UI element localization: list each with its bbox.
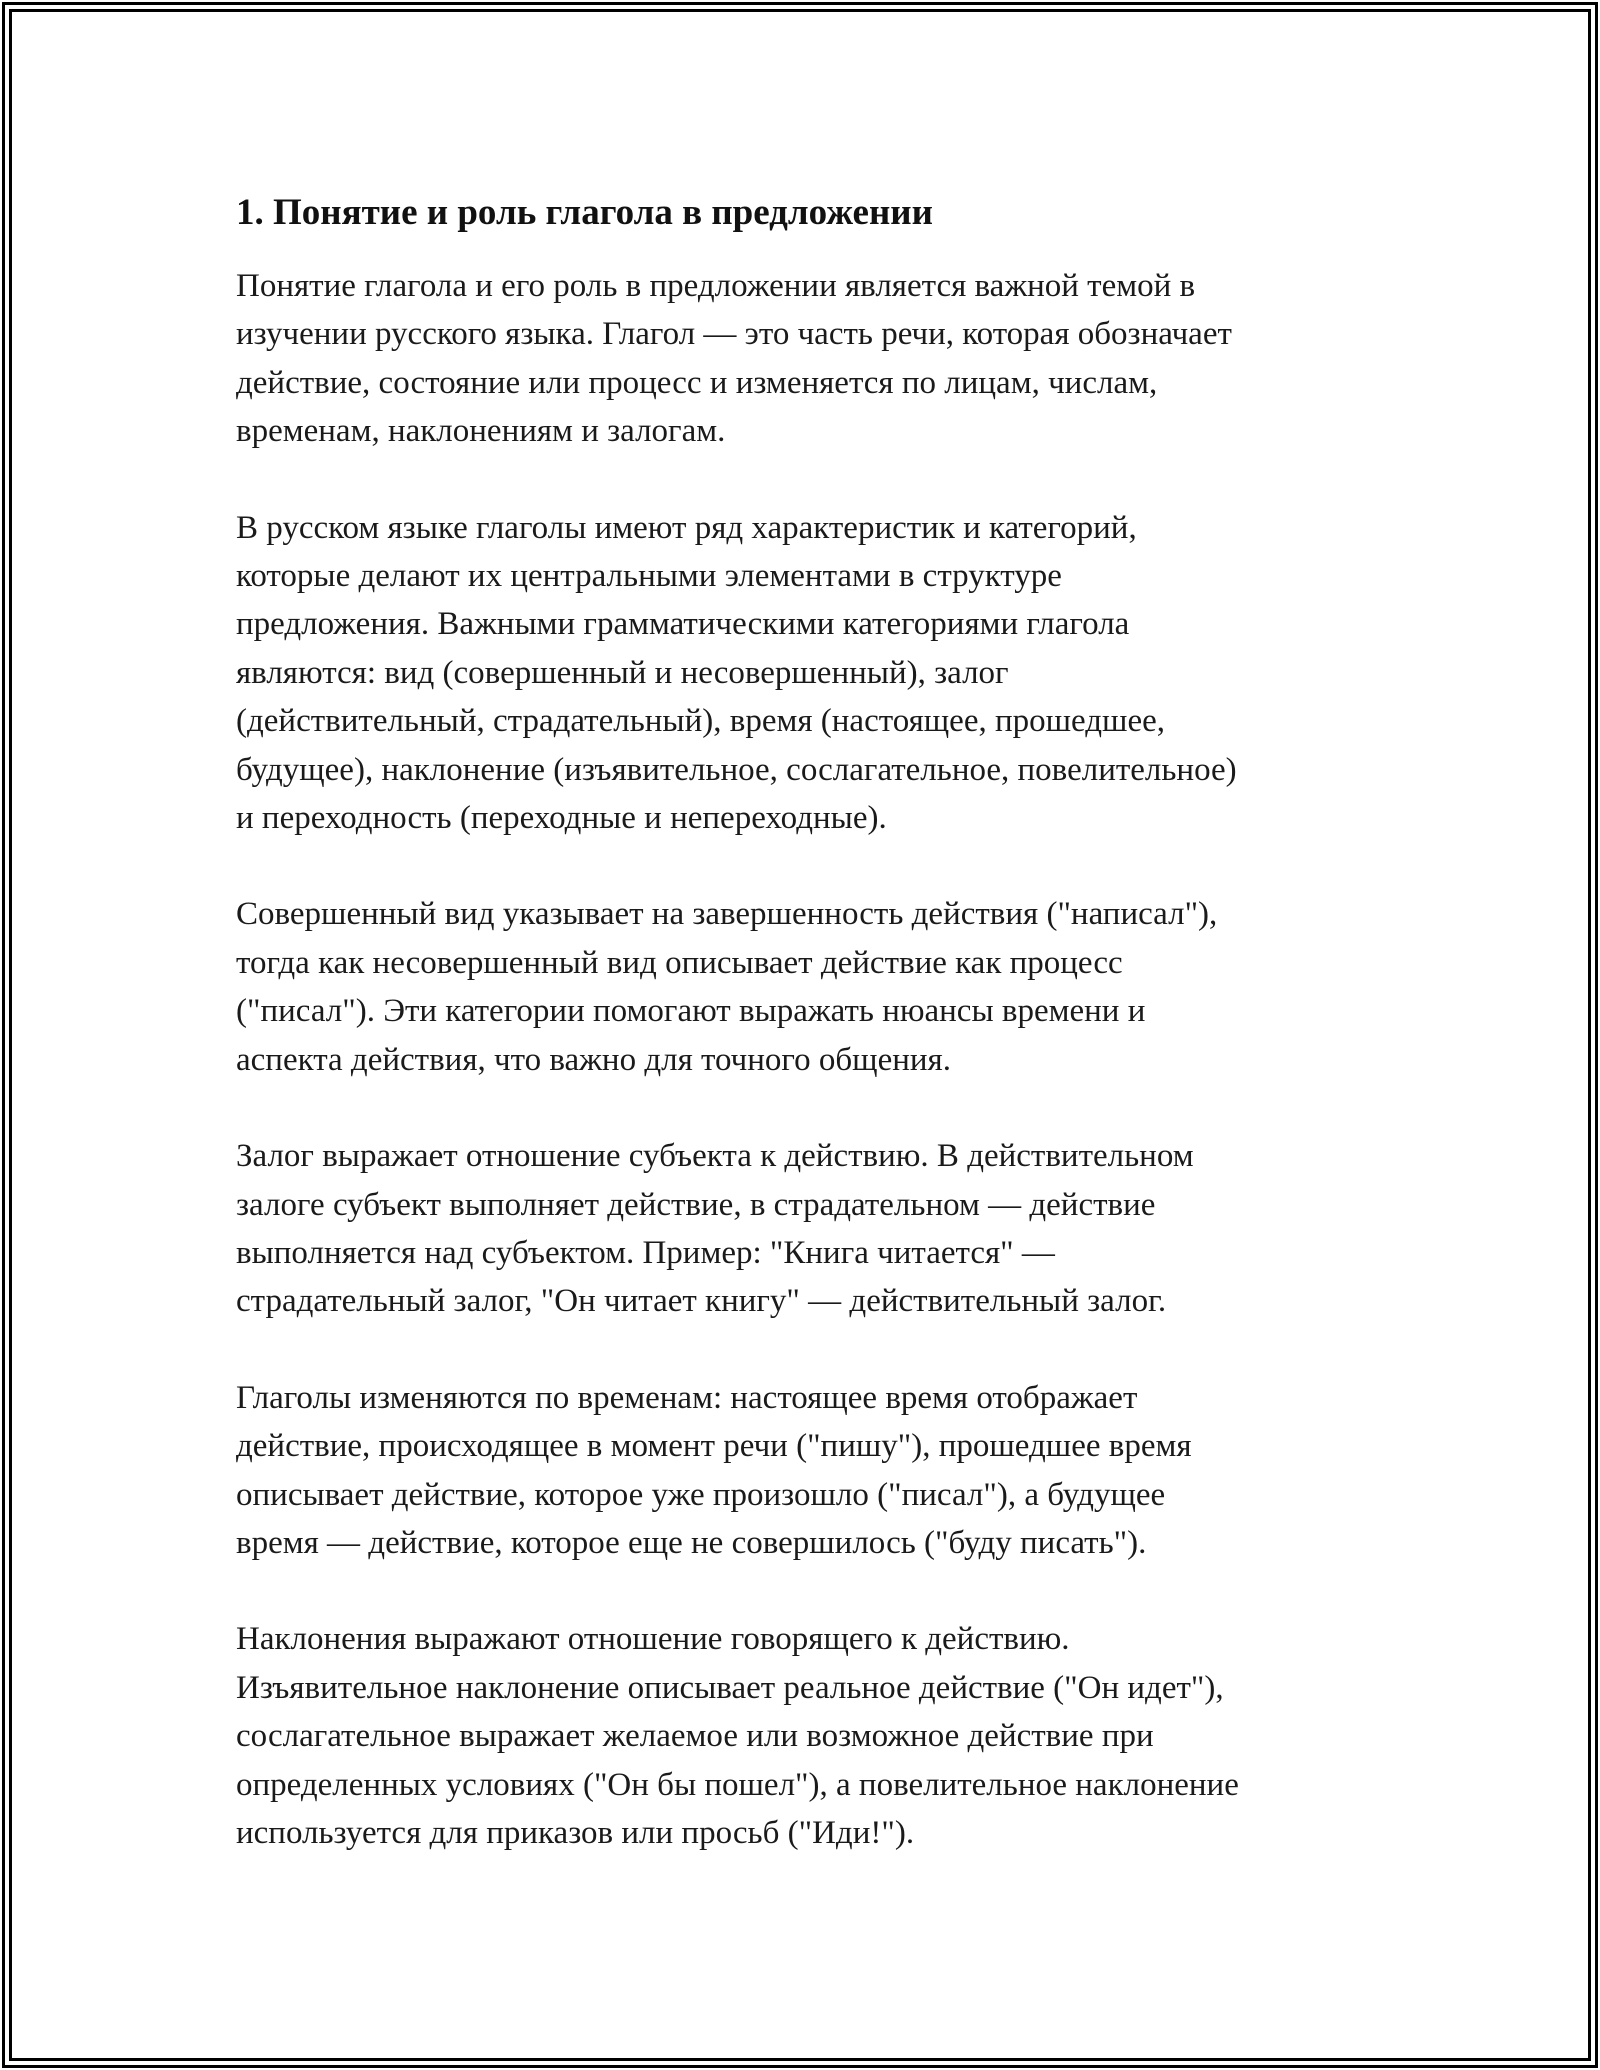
text-line: страдательный залог, "Он читает книгу" — действительный залог. xyxy=(236,1283,1167,1320)
text-line: временам, наклонениям и залогам. xyxy=(236,413,726,450)
text-line: сослагательное выражает желаемое или возможное действие при xyxy=(236,1718,1154,1755)
text-line: Понятие глагола и его роль в предложении является важной темой в xyxy=(236,268,1196,304)
text-line: выполняется над субъектом. Пример: "Книга читается" — xyxy=(236,1234,1055,1271)
paragraph-tense xyxy=(236,1374,1376,1568)
paragraph-voice xyxy=(236,1132,1376,1326)
text-line: будущее), наклонение (изъявительное, сослагательное, повелительное) xyxy=(236,751,1237,788)
text-line: которые делают их центральными элементами в структуре xyxy=(236,558,1062,595)
text-line: действие, состояние или процесс и изменяется по лицам, числам, xyxy=(236,364,1158,401)
document-body xyxy=(236,186,1376,1905)
text-line: ("писал"). Эти категории помогают выражать нюансы времени и xyxy=(236,993,1146,1030)
text-line: действие, происходящее в момент речи ("пишу"), прошедшее время xyxy=(236,1428,1192,1465)
text-line: предложения. Важными грамматическими категориями глагола xyxy=(236,606,1130,643)
paragraph-definition xyxy=(236,262,1376,456)
text-line: используется для приказов или просьб ("Иди!"). xyxy=(236,1814,915,1851)
text-line: являются: вид (совершенный и несовершенный), залог xyxy=(236,654,1009,691)
paragraph-mood xyxy=(236,1615,1376,1857)
text-line: изучении русского языка. Глагол — это часть речи, которая обозначает xyxy=(236,316,1232,353)
text-line: Наклонения выражают отношение говорящего к действию. xyxy=(236,1621,1070,1658)
paragraph-categories xyxy=(236,504,1376,843)
section-heading: 1. Понятие и роль глагола в предложении xyxy=(236,192,933,233)
text-line: Совершенный вид указывает на завершенность действия ("написал"), xyxy=(236,896,1218,933)
text-line: определенных условиях ("Он бы пошел"), а повелительное наклонение xyxy=(236,1766,1239,1803)
text-line: тогда как несовершенный вид описывает действие как процесс xyxy=(236,944,1123,981)
text-line: В русском языке глаголы имеют ряд характеристик и категорий, xyxy=(236,509,1137,546)
text-line: Глаголы изменяются по временам: настоящее время отображает xyxy=(236,1379,1138,1416)
text-line: и переходность (переходные и непереходные). xyxy=(236,800,887,837)
text-line: залоге субъект выполняет действие, в страдательном — действие xyxy=(236,1186,1156,1223)
text-line: описывает действие, которое уже произошло ("писал"), а будущее xyxy=(236,1476,1166,1513)
text-line: Изъявительное наклонение описывает реальное действие ("Он идет"), xyxy=(236,1669,1224,1706)
text-line: (действительный, страдательный), время (настоящее, прошедшее, xyxy=(236,703,1165,740)
text-line: аспекта действия, что важно для точного общения. xyxy=(236,1041,951,1078)
text-line: Залог выражает отношение субъекта к действию. В действительном xyxy=(236,1138,1194,1175)
text-line: время — действие, которое еще не совершилось ("буду писать"). xyxy=(236,1524,1147,1561)
paragraph-aspect xyxy=(236,890,1376,1084)
